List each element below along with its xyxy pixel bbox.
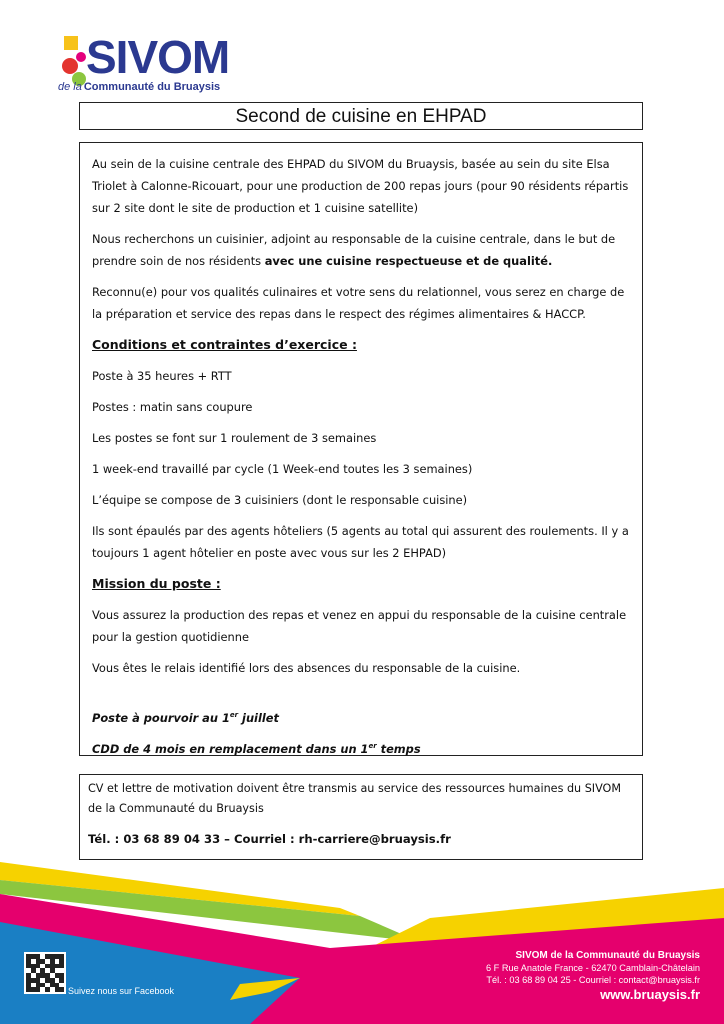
conditions-heading: Conditions et contraintes d’exercice :	[92, 337, 357, 352]
org-name: SIVOM de la Communauté du Bruaysis	[515, 950, 700, 961]
qr-code-icon[interactable]	[24, 952, 66, 994]
org-address: 6 F Rue Anatole France - 62470 Camblain-Châtelain	[486, 963, 700, 973]
condition-item: Postes : matin sans coupure	[92, 400, 253, 414]
intro-paragraph: Au sein de la cuisine centrale des EHPAD du SIVOM du Bruaysis, basée au sein du site Elsa Triolet à Calonne-Ricouart, pour une production de 200 repas jours (pour 90 résidents répartis sur 2 site dont le site de production et 1 cuisine satellite)	[92, 157, 629, 215]
start-tail: juillet	[238, 711, 279, 725]
facebook-link[interactable]: Suivez nous sur Facebook	[68, 986, 175, 996]
contact-line[interactable]: Tél. : 03 68 89 04 33 – Courriel : rh-carriere@bruaysis.fr	[88, 832, 451, 846]
start-text: Poste à pourvoir au 1	[92, 711, 230, 725]
application-text: CV et lettre de motivation doivent être transmis au service des ressources humaines du SIVOM de la Communauté du Bruaysis	[88, 782, 622, 815]
recruit-bold: avec une cuisine respectueuse et de qualité.	[264, 254, 553, 268]
start-date	[92, 707, 630, 729]
contract-type	[92, 738, 630, 760]
qr-grid	[26, 954, 64, 992]
logo-subtitle	[58, 81, 220, 93]
condition-item: L’équipe se compose de 3 cuisiniers (dont le responsable cuisine)	[92, 493, 468, 507]
condition-item: Ils sont épaulés par des agents hôteliers (5 agents au total qui assurent des roulements. Il y a toujours 1 agent hôtelier en poste avec vous sur les 2 EHPAD)	[92, 524, 629, 560]
condition-item: 1 week-end travaillé par cycle (1 Week-end toutes les 3 semaines)	[92, 462, 473, 476]
contract-text: CDD de 4 mois en remplacement dans un 1	[92, 742, 369, 756]
website-link[interactable]: www.bruaysis.fr	[600, 987, 700, 1002]
recruit-paragraph	[92, 228, 630, 272]
start-sup: er	[229, 711, 239, 720]
mission-item: Vous assurez la production des repas et venez en appui du responsable de la cuisine centrale pour la gestion quotidienne	[92, 608, 627, 644]
job-description	[79, 142, 643, 756]
job-title: Second de cuisine en EHPAD	[79, 102, 643, 130]
contract-tail: temps	[376, 742, 421, 756]
logo-dot-shape	[76, 52, 86, 62]
logo-brand: SIVOM	[86, 31, 230, 83]
mission-item: Vous êtes le relais identifié lors des absences du responsable de la cuisine.	[92, 661, 521, 675]
recruit-text: Nous recherchons un cuisinier, adjoint au responsable de la cuisine centrale, dans le but de prendre soin de nos résidents	[92, 232, 616, 268]
logo-square-shape	[64, 36, 78, 50]
org-phone: Tél. : 03 68 89 04 25 - Courriel : contact@bruaysis.fr	[486, 975, 700, 985]
organization-info	[486, 950, 700, 1004]
qualities-paragraph: Reconnu(e) pour vos qualités culinaires et votre sens du relationnel, vous serez en charge de la préparation et service des repas dans le respect des régimes alimentaires & HACCP.	[92, 285, 625, 321]
sivom-logo	[56, 30, 236, 102]
condition-item: Les postes se font sur 1 roulement de 3 semaines	[92, 431, 377, 445]
condition-item: Poste à 35 heures + RTT	[92, 369, 232, 383]
application-box	[79, 774, 643, 860]
logo-subtitle-text: Communauté du Bruaysis	[83, 81, 221, 93]
logo-subtitle-prefix: de la	[58, 81, 82, 93]
mission-heading: Mission du poste :	[92, 576, 221, 591]
contract-sup: er	[368, 742, 377, 751]
